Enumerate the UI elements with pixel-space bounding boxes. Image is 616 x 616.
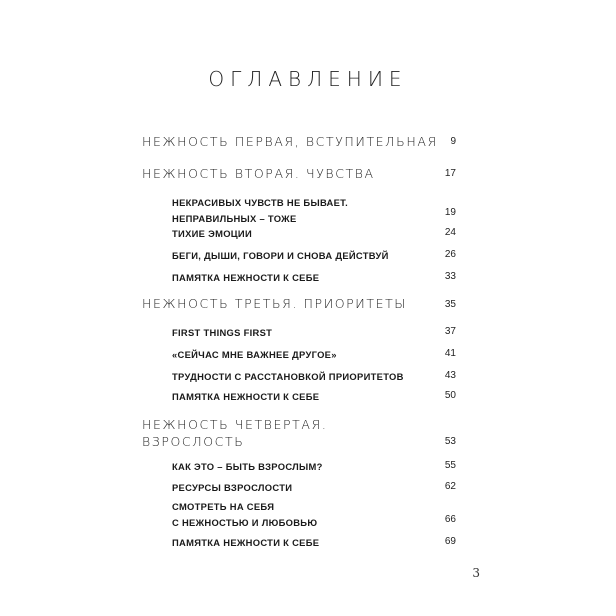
toc-entry-title: ПАМЯТКА НЕЖНОСТИ К СЕБЕ (172, 272, 320, 283)
toc-entry-title: ТИХИЕ ЭМОЦИИ (172, 228, 253, 239)
toc-entry-title: НЕЖНОСТЬ ЧЕТВЕРТАЯ. ВЗРОСЛОСТЬ (142, 417, 328, 449)
toc-entry-title: НЕЖНОСТЬ ВТОРАЯ. ЧУВСТВА (142, 166, 375, 181)
toc-entry-page: 24 (444, 227, 456, 238)
toc-entry-title: КАК ЭТО – БЫТЬ ВЗРОСЛЫМ? (172, 461, 323, 472)
toc-entry-title: ПАМЯТКА НЕЖНОСТИ К СЕБЕ (172, 391, 320, 402)
toc-entry-page: 17 (444, 168, 456, 179)
toc-entry-page: 55 (444, 460, 456, 471)
page-title: ОГЛАВЛЕНИЕ (208, 67, 408, 91)
toc-entry-page: 50 (444, 390, 456, 401)
toc-entry-page: 43 (444, 370, 456, 381)
toc-entry-page: 41 (444, 348, 456, 359)
toc-entry-title: СМОТРЕТЬ НА СЕБЯ С НЕЖНОСТЬЮ И ЛЮБОВЬЮ (172, 501, 318, 528)
toc-entry-page: 19 (444, 207, 456, 218)
page-number: 3 (472, 566, 480, 580)
toc-entry-page: 62 (444, 481, 456, 492)
toc-entry-title: НЕЖНОСТЬ ТРЕТЬЯ. ПРИОРИТЕТЫ (142, 296, 407, 311)
toc-entry-page: 37 (444, 326, 456, 337)
toc-entry-title: РЕСУРСЫ ВЗРОСЛОСТИ (172, 482, 293, 493)
toc-entry-page: 35 (444, 299, 456, 310)
toc-entry-title: НЕКРАСИВЫХ ЧУВСТВ НЕ БЫВАЕТ. НЕПРАВИЛЬНЫХ – ТОЖЕ (172, 197, 349, 224)
toc-entry-title: ПАМЯТКА НЕЖНОСТИ К СЕБЕ (172, 537, 320, 548)
toc-entry-page: 69 (444, 536, 456, 547)
toc-entry-title: FIRST THINGS FIRST (172, 327, 273, 338)
toc-entry-page: 9 (450, 136, 456, 147)
toc-entry-page: 26 (444, 249, 456, 260)
toc-entry-title: ТРУДНОСТИ С РАССТАНОВКОЙ ПРИОРИТЕТОВ (172, 371, 404, 382)
toc-entry-page: 33 (444, 271, 456, 282)
toc-entry-title: НЕЖНОСТЬ ПЕРВАЯ, ВСТУПИТЕЛЬНАЯ (142, 134, 438, 149)
toc-entry-page: 53 (444, 436, 456, 447)
toc-entry-title: «СЕЙЧАС МНЕ ВАЖНЕЕ ДРУГОЕ» (172, 349, 337, 360)
toc-entry-title: БЕГИ, ДЫШИ, ГОВОРИ И СНОВА ДЕЙСТВУЙ (172, 250, 389, 261)
toc-entry-page: 66 (444, 514, 456, 525)
